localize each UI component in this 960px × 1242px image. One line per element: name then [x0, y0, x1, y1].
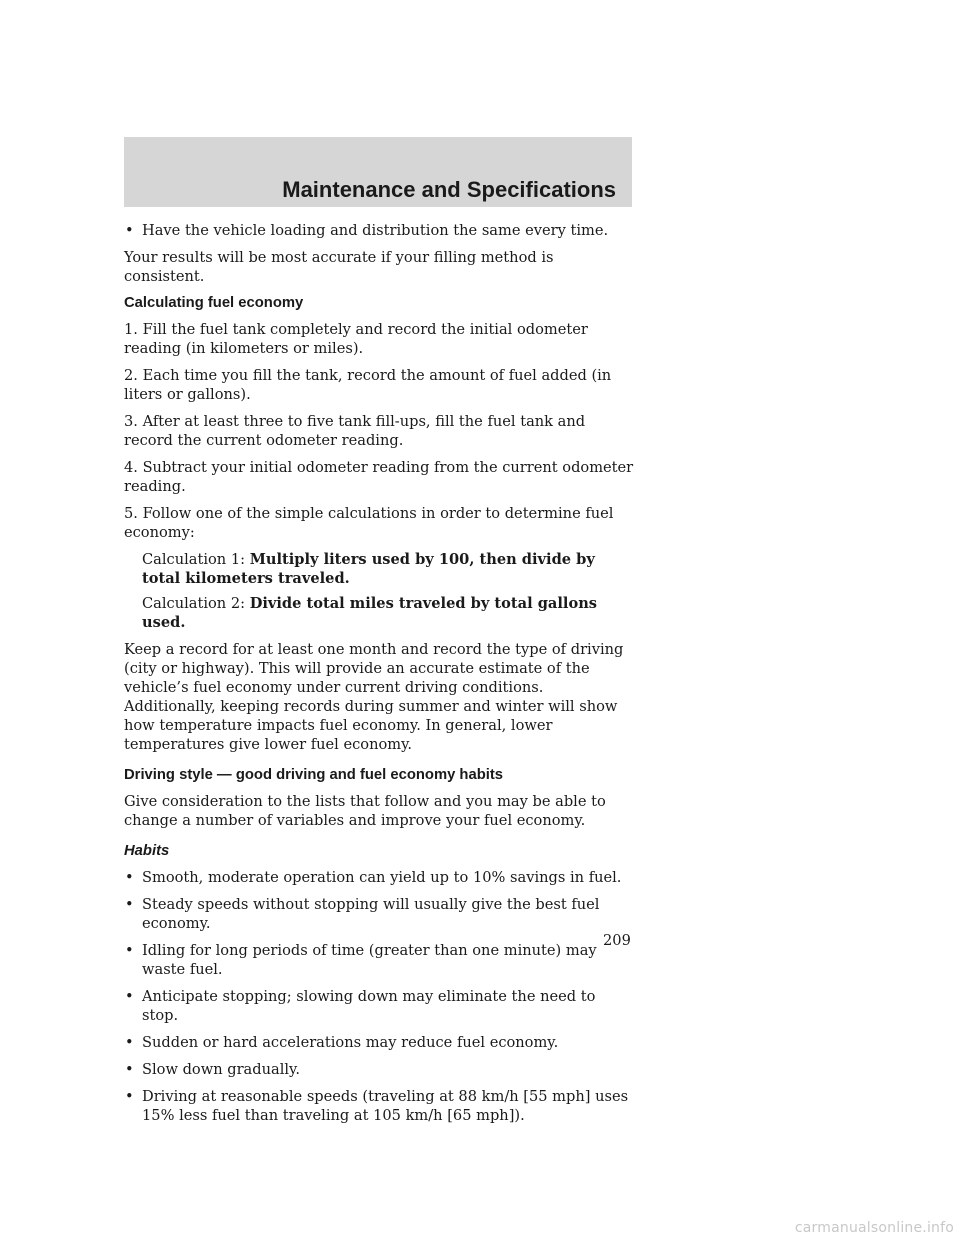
heading-calculating-fuel-economy: Calculating fuel economy	[124, 295, 304, 311]
step-4: 4. Subtract your initial odometer reading from the current odometer reading.	[124, 459, 634, 495]
section-title: Maintenance and Specifications	[282, 177, 616, 202]
bullet-dot-icon: •	[125, 222, 134, 239]
step-5: 5. Follow one of the simple calculations in order to determine fuel economy:	[124, 505, 614, 541]
habit-item-text: Driving at reasonable speeds (traveling at 88 km/h [55 mph] uses 15% less fuel than traveling at 105 km/h [65 mph]).	[142, 1088, 629, 1124]
calculation-2-label: Calculation 2:	[142, 595, 246, 612]
habit-item-text: Steady speeds without stopping will usually give the best fuel economy.	[142, 896, 600, 932]
page-number: 209	[603, 932, 631, 949]
calculation-1-text: Multiply liters used by 100, then divide by total kilometers traveled.	[142, 551, 595, 587]
bullet-dot-icon: •	[125, 988, 134, 1005]
section-header-band	[124, 137, 632, 207]
habit-item	[124, 941, 636, 979]
bullet-dot-icon: •	[125, 1061, 134, 1078]
habit-item	[124, 868, 636, 887]
step-2: 2. Each time you fill the tank, record the amount of fuel added (in liters or gallons).	[124, 367, 612, 403]
step-3: 3. After at least three to five tank fill-ups, fill the fuel tank and record the current odometer reading.	[124, 413, 586, 449]
calculation-2	[142, 594, 636, 632]
bullet-dot-icon: •	[125, 896, 134, 913]
habit-item	[124, 1060, 636, 1079]
habit-item	[124, 987, 636, 1025]
habit-item	[124, 1033, 636, 1052]
habit-item	[124, 1087, 636, 1125]
intro-bullet-text: Have the vehicle loading and distribution the same every time.	[142, 222, 609, 239]
habit-item	[124, 895, 636, 933]
bullet-dot-icon: •	[125, 1034, 134, 1051]
record-note: Keep a record for at least one month and record the type of driving (city or highway). This will provide an accurate estimate of the vehicle’s fuel economy under current driving conditions. Additionally, keeping records during summer and winter will show how temperature impacts fuel economy. In general, lower temperatures give lower fuel economy.	[124, 641, 624, 753]
calculation-2-text: Divide total miles traveled by total gallons used.	[142, 595, 598, 631]
habit-item-text: Anticipate stopping; slowing down may eliminate the need to stop.	[142, 988, 596, 1024]
habit-item-text: Sudden or hard accelerations may reduce fuel economy.	[142, 1034, 559, 1051]
calculation-1	[142, 550, 636, 588]
bullet-dot-icon: •	[125, 942, 134, 959]
bullet-dot-icon: •	[125, 869, 134, 886]
step-1: 1. Fill the fuel tank completely and record the initial odometer reading (in kilometers or miles).	[124, 321, 588, 357]
habit-item-text: Slow down gradually.	[142, 1061, 300, 1078]
habit-item-text: Smooth, moderate operation can yield up to 10% savings in fuel.	[142, 869, 622, 886]
calculation-1-label: Calculation 1:	[142, 551, 246, 568]
intro-bullet	[124, 221, 636, 240]
habit-item-text: Idling for long periods of time (greater than one minute) may waste fuel.	[142, 942, 597, 978]
intro-note: Your results will be most accurate if your filling method is consistent.	[124, 249, 554, 285]
watermark: carmanualsonline.info	[794, 1220, 954, 1236]
driving-style-intro: Give consideration to the lists that follow and you may be able to change a number of variables and improve your fuel economy.	[124, 793, 606, 829]
page-content	[124, 221, 636, 1133]
heading-habits: Habits	[124, 843, 170, 859]
heading-driving-style: Driving style — good driving and fuel economy habits	[124, 767, 504, 783]
bullet-dot-icon: •	[125, 1088, 134, 1105]
